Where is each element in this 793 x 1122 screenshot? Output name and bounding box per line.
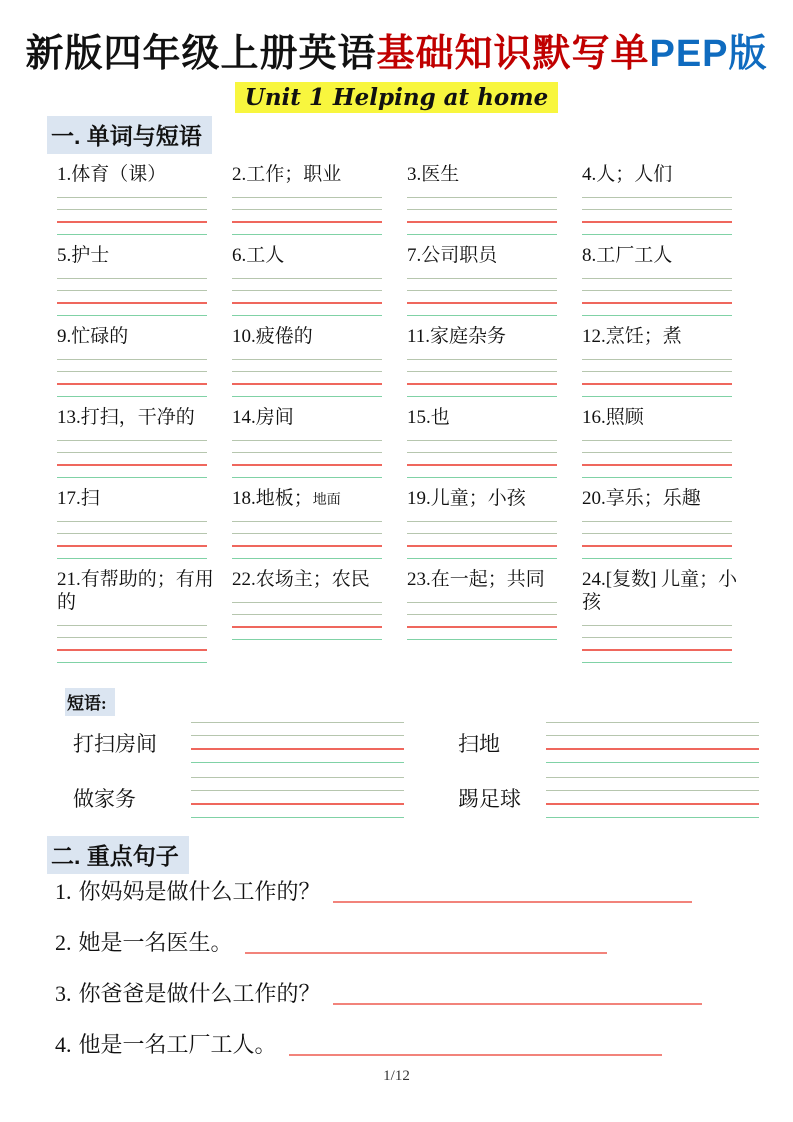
word-item [582, 325, 740, 406]
phrase-label: 打扫房间 [73, 731, 157, 756]
writing-line-sage [582, 371, 732, 372]
writing-line-red [232, 464, 382, 466]
word-number: 9. [57, 326, 72, 347]
writing-line-red [582, 545, 732, 547]
word-text: 人；人们 [596, 164, 673, 185]
writing-line-sage [57, 359, 207, 360]
word-item [407, 244, 565, 325]
word-label [582, 325, 740, 350]
title-part-red: 基础知识默写单 [376, 33, 650, 75]
sentence-answer-line[interactable] [333, 901, 692, 903]
sentence-item [55, 980, 737, 1008]
word-item [57, 487, 215, 568]
writing-line-mint [57, 558, 207, 559]
writing-line-sage [407, 278, 557, 279]
writing-line-red [232, 626, 382, 628]
word-label [582, 244, 740, 269]
answer-lines[interactable] [191, 777, 404, 818]
writing-line-red [232, 383, 382, 385]
word-text: 照顾 [605, 407, 644, 428]
writing-line-mint [546, 762, 759, 763]
answer-lines[interactable] [407, 359, 557, 397]
answer-lines[interactable] [57, 440, 207, 478]
answer-lines[interactable] [57, 278, 207, 316]
word-text: 扫 [80, 488, 100, 509]
writing-line-sage [232, 440, 382, 441]
word-item [57, 244, 215, 325]
writing-line-sage [407, 440, 557, 441]
word-text: 有帮助的；有用的 [57, 569, 214, 613]
writing-line-sage [232, 452, 382, 453]
phrase-item [450, 722, 759, 763]
word-label [57, 163, 215, 188]
sentence-answer-line[interactable] [245, 952, 607, 954]
writing-line-sage [232, 290, 382, 291]
word-text: 打扫，干净的 [80, 407, 195, 428]
writing-line-red [407, 626, 557, 628]
word-text: 享乐；乐趣 [605, 488, 701, 509]
answer-lines[interactable] [546, 722, 759, 763]
writing-line-sage [57, 533, 207, 534]
writing-line-mint [232, 396, 382, 397]
answer-lines[interactable] [191, 722, 404, 763]
answer-lines[interactable] [407, 197, 557, 235]
word-item [582, 568, 740, 663]
writing-line-red [582, 302, 732, 304]
word-item [582, 163, 740, 244]
sentence-item [55, 1031, 737, 1059]
writing-line-sage [57, 452, 207, 453]
writing-line-mint [407, 639, 557, 640]
sentence-text: 你妈妈是做什么工作的？ [78, 879, 321, 904]
writing-line-red [407, 302, 557, 304]
writing-line-mint [582, 477, 732, 478]
writing-line-sage [232, 359, 382, 360]
word-text: 儿童；小孩 [430, 488, 526, 509]
writing-line-mint [232, 558, 382, 559]
answer-lines[interactable] [582, 278, 732, 316]
word-number: 5. [57, 245, 72, 266]
sentence-text: 你爸爸是做什么工作的？ [78, 981, 321, 1006]
word-item [407, 325, 565, 406]
word-label [407, 244, 565, 269]
writing-line-sage [582, 625, 732, 626]
word-item [582, 487, 740, 568]
writing-line-red [57, 464, 207, 466]
writing-line-sage [546, 777, 759, 778]
page-number: 1/12 [383, 1068, 410, 1084]
writing-line-red [57, 649, 207, 651]
writing-line-sage [582, 359, 732, 360]
word-text: 忙碌的 [71, 326, 129, 347]
writing-line-sage [407, 359, 557, 360]
writing-line-mint [57, 477, 207, 478]
answer-lines[interactable] [57, 521, 207, 559]
writing-line-mint [407, 558, 557, 559]
word-number: 6. [232, 245, 247, 266]
writing-line-sage [57, 637, 207, 638]
word-item [57, 325, 215, 406]
writing-line-sage [582, 637, 732, 638]
writing-line-sage [191, 722, 404, 723]
word-label [232, 244, 390, 269]
writing-line-mint [232, 234, 382, 235]
word-label [57, 568, 215, 616]
phrases-heading: 短语: [65, 688, 115, 716]
writing-line-mint [582, 234, 732, 235]
writing-line-sage [57, 371, 207, 372]
writing-line-sage [582, 290, 732, 291]
section-sentences-heading [47, 836, 189, 874]
answer-lines[interactable] [232, 440, 382, 478]
writing-line-sage [191, 777, 404, 778]
writing-line-mint [191, 817, 404, 818]
answer-lines[interactable] [57, 359, 207, 397]
sentence-item [55, 878, 737, 906]
word-item [232, 406, 390, 487]
word-item [232, 244, 390, 325]
word-label [582, 406, 740, 431]
word-text: 医生 [421, 164, 460, 185]
writing-line-mint [407, 396, 557, 397]
answer-lines[interactable] [57, 625, 207, 663]
sentence-number: 1. [55, 879, 72, 904]
writing-line-sage [232, 278, 382, 279]
unit-title-row [0, 82, 793, 113]
answer-lines[interactable] [582, 197, 732, 235]
answer-lines[interactable] [232, 521, 382, 559]
answer-lines[interactable] [582, 440, 732, 478]
word-item [232, 487, 390, 568]
writing-line-sage [191, 735, 404, 736]
word-text: 农场主；农民 [255, 569, 370, 590]
writing-line-sage [57, 625, 207, 626]
section-words-heading [47, 116, 212, 154]
sentence-text: 她是一名医生。 [78, 930, 233, 955]
word-item [57, 163, 215, 244]
word-text: 工厂工人 [596, 245, 673, 266]
answer-lines[interactable] [582, 625, 732, 663]
word-label [232, 163, 390, 188]
writing-line-mint [57, 234, 207, 235]
phrase-item [450, 777, 759, 818]
writing-line-sage [582, 209, 732, 210]
word-number: 23. [407, 569, 431, 590]
writing-line-sage [57, 197, 207, 198]
word-text: 公司职员 [421, 245, 498, 266]
writing-line-sage [582, 440, 732, 441]
writing-line-red [582, 649, 732, 651]
writing-line-sage [407, 533, 557, 534]
word-number: 1. [57, 164, 72, 185]
writing-line-mint [57, 662, 207, 663]
word-number: 3. [407, 164, 422, 185]
sentence-text: 他是一名工厂工人。 [78, 1032, 277, 1057]
sentence-answer-line[interactable] [333, 1003, 702, 1005]
writing-line-sage [582, 197, 732, 198]
word-item [232, 325, 390, 406]
word-text: 体育（课） [71, 164, 167, 185]
word-grid [57, 163, 740, 663]
writing-line-red [191, 803, 404, 805]
phrase-row [65, 722, 755, 763]
word-text: 家庭杂务 [430, 326, 507, 347]
word-label [407, 487, 565, 512]
word-label [57, 406, 215, 431]
word-number: 11. [407, 326, 431, 347]
answer-lines[interactable] [407, 521, 557, 559]
writing-line-red [191, 748, 404, 750]
writing-line-sage [57, 278, 207, 279]
writing-line-red [407, 383, 557, 385]
writing-line-mint [232, 639, 382, 640]
word-label [232, 568, 390, 593]
word-label [57, 244, 215, 269]
word-text: 房间 [255, 407, 294, 428]
writing-line-sage [546, 790, 759, 791]
word-item [232, 163, 390, 244]
word-text: 工人 [246, 245, 285, 266]
word-number: 13. [57, 407, 81, 428]
word-label [57, 325, 215, 350]
word-number: 12. [582, 326, 606, 347]
writing-line-sage [407, 521, 557, 522]
word-item [57, 406, 215, 487]
word-text: 工作；职业 [246, 164, 342, 185]
title-part-blue: PEP版 [649, 33, 768, 75]
writing-line-mint [582, 558, 732, 559]
word-text: 烹饪；煮 [605, 326, 682, 347]
title-part-black: 新版四年级上册英语 [25, 33, 377, 75]
phrase-label: 踢足球 [458, 786, 521, 811]
writing-line-red [57, 383, 207, 385]
word-number: 15. [407, 407, 431, 428]
writing-line-sage [582, 521, 732, 522]
sentence-number: 2. [55, 930, 72, 955]
phrase-section [65, 688, 755, 818]
writing-line-mint [191, 762, 404, 763]
writing-line-red [407, 545, 557, 547]
word-item [407, 163, 565, 244]
writing-line-mint [582, 396, 732, 397]
word-label [407, 163, 565, 188]
word-number: 4. [582, 164, 597, 185]
sentence-item [55, 929, 737, 957]
writing-line-red [546, 803, 759, 805]
word-label [407, 325, 565, 350]
writing-line-sage [546, 722, 759, 723]
answer-lines[interactable] [232, 278, 382, 316]
writing-line-red [582, 383, 732, 385]
phrase-label: 做家务 [73, 786, 136, 811]
section-words-heading-label: 一. 单词与短语 [47, 116, 212, 154]
page-title [0, 22, 793, 77]
answer-lines[interactable] [407, 440, 557, 478]
writing-line-sage [582, 278, 732, 279]
answer-lines[interactable] [582, 359, 732, 397]
writing-line-mint [407, 315, 557, 316]
sentence-number: 3. [55, 981, 72, 1006]
word-item [57, 568, 215, 663]
writing-line-mint [582, 315, 732, 316]
writing-line-sage [232, 533, 382, 534]
word-number: 7. [407, 245, 422, 266]
word-number: 17. [57, 488, 81, 509]
writing-line-sage [407, 452, 557, 453]
word-text: 护士 [71, 245, 110, 266]
word-item [582, 244, 740, 325]
word-text: 疲倦的 [255, 326, 313, 347]
writing-line-sage [407, 614, 557, 615]
word-label [582, 487, 740, 512]
word-label [232, 487, 390, 512]
writing-line-red [546, 748, 759, 750]
phrase-rows [65, 722, 755, 818]
writing-line-sage [232, 197, 382, 198]
writing-line-red [232, 221, 382, 223]
sentence-list [55, 878, 737, 1059]
answer-lines[interactable] [407, 278, 557, 316]
writing-line-sage [232, 371, 382, 372]
answer-lines[interactable] [546, 777, 759, 818]
writing-line-sage [232, 602, 382, 603]
writing-line-red [582, 221, 732, 223]
phrase-item [65, 777, 404, 818]
writing-line-red [232, 302, 382, 304]
phrase-label: 扫地 [458, 731, 500, 756]
word-label [582, 163, 740, 188]
word-item [407, 487, 565, 568]
answer-lines[interactable] [407, 602, 557, 640]
writing-line-red [582, 464, 732, 466]
word-item [407, 406, 565, 487]
writing-line-red [57, 221, 207, 223]
writing-line-sage [582, 452, 732, 453]
word-label [407, 406, 565, 431]
word-number: 22. [232, 569, 256, 590]
phrase-row [65, 777, 755, 818]
word-label [232, 325, 390, 350]
writing-line-mint [57, 315, 207, 316]
writing-line-sage [232, 614, 382, 615]
writing-line-sage [57, 521, 207, 522]
writing-line-mint [546, 817, 759, 818]
writing-line-red [407, 221, 557, 223]
phrase-item [65, 722, 404, 763]
word-label [57, 487, 215, 512]
answer-lines[interactable] [57, 197, 207, 235]
writing-line-red [57, 302, 207, 304]
word-number: 2. [232, 164, 247, 185]
word-item [407, 568, 565, 663]
word-label [582, 568, 740, 616]
word-note: 地面 [312, 493, 341, 508]
answer-lines[interactable] [582, 521, 732, 559]
writing-line-sage [407, 602, 557, 603]
word-text: 地板； [255, 488, 313, 509]
writing-line-red [57, 545, 207, 547]
word-number: 19. [407, 488, 431, 509]
word-label [232, 406, 390, 431]
writing-line-mint [407, 477, 557, 478]
writing-line-sage [57, 440, 207, 441]
writing-line-sage [407, 371, 557, 372]
answer-lines[interactable] [232, 197, 382, 235]
writing-line-sage [407, 290, 557, 291]
unit-title: Unit 1 Helping at home [235, 82, 558, 113]
word-text: 也 [430, 407, 450, 428]
writing-line-sage [232, 209, 382, 210]
sentence-number: 4. [55, 1032, 72, 1057]
writing-line-mint [582, 662, 732, 663]
writing-line-sage [232, 521, 382, 522]
writing-line-sage [582, 533, 732, 534]
word-label [407, 568, 565, 593]
section-sentences-heading-label: 二. 重点句子 [47, 836, 189, 874]
word-number: 10. [232, 326, 256, 347]
writing-line-mint [57, 396, 207, 397]
word-text: [复数] 儿童；小孩 [582, 569, 738, 613]
writing-line-red [232, 545, 382, 547]
word-number: 24. [582, 569, 606, 590]
writing-line-sage [407, 197, 557, 198]
answer-lines[interactable] [232, 359, 382, 397]
word-number: 21. [57, 569, 81, 590]
word-number: 20. [582, 488, 606, 509]
writing-line-mint [232, 315, 382, 316]
word-number: 8. [582, 245, 597, 266]
writing-line-sage [407, 209, 557, 210]
word-number: 18. [232, 488, 256, 509]
writing-line-sage [57, 290, 207, 291]
writing-line-mint [232, 477, 382, 478]
word-number: 16. [582, 407, 606, 428]
writing-line-sage [191, 790, 404, 791]
writing-line-red [407, 464, 557, 466]
answer-lines[interactable] [232, 602, 382, 640]
word-item [232, 568, 390, 663]
word-text: 在一起；共同 [430, 569, 545, 590]
writing-line-mint [407, 234, 557, 235]
word-item [582, 406, 740, 487]
writing-line-sage [546, 735, 759, 736]
sentence-answer-line[interactable] [289, 1054, 662, 1056]
writing-line-sage [57, 209, 207, 210]
word-number: 14. [232, 407, 256, 428]
